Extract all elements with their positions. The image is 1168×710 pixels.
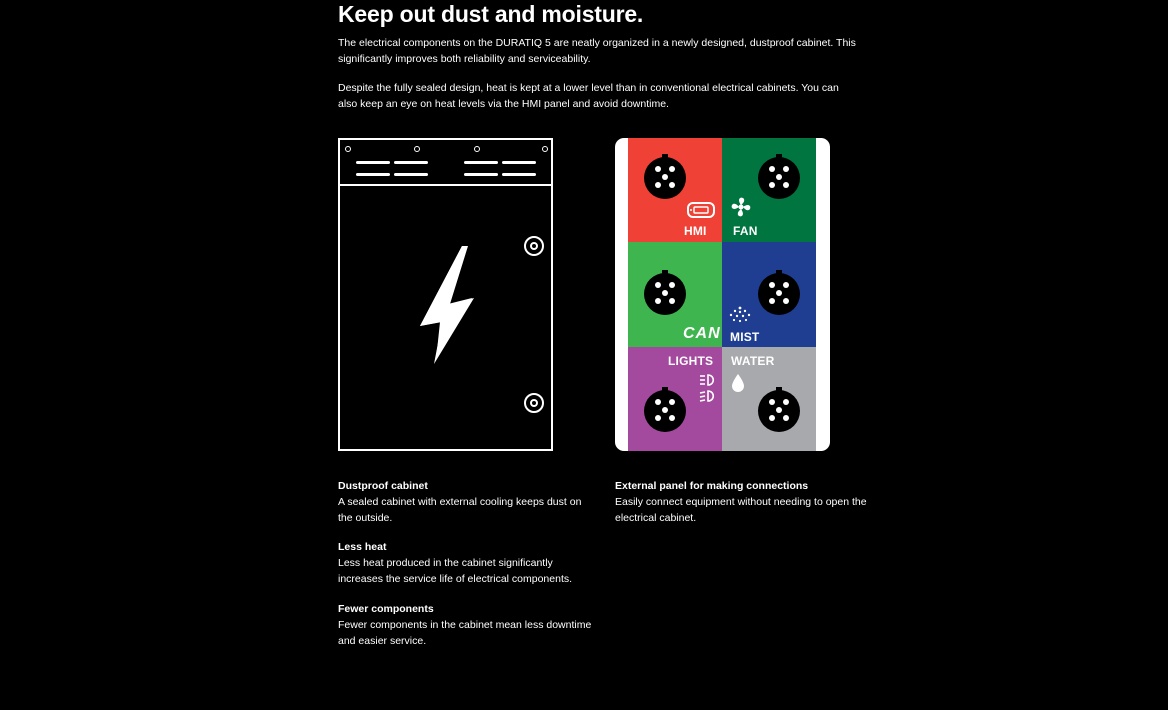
connector-socket-icon bbox=[644, 273, 686, 315]
screw-icon bbox=[414, 146, 420, 152]
feature-title: Fewer components bbox=[338, 603, 434, 615]
connector-socket-icon bbox=[644, 157, 686, 199]
panel-label: FAN bbox=[733, 224, 758, 238]
vent-slot bbox=[356, 161, 390, 164]
intro-paragraph-1: The electrical components on the DURATIQ 5 are neatly organized in a newly designed, dustproof cabinet. This significantly improves both reliability and serviceability. bbox=[338, 37, 856, 65]
panel-cell-hmi bbox=[628, 138, 722, 242]
hmi-icon bbox=[686, 200, 716, 220]
vent-slot bbox=[356, 173, 390, 176]
fan-icon bbox=[730, 196, 752, 218]
vent-slot bbox=[394, 161, 428, 164]
cabinet-lock-icon bbox=[524, 393, 544, 413]
screw-icon bbox=[542, 146, 548, 152]
feature-description: Easily connect equipment without needing to open the electrical cabinet. bbox=[615, 496, 867, 524]
panel-cell-fan bbox=[722, 138, 816, 242]
connector-socket-icon bbox=[758, 157, 800, 199]
feature-fewer-components bbox=[338, 601, 598, 649]
feature-less-heat bbox=[338, 539, 588, 587]
panel-label: WATER bbox=[731, 354, 775, 368]
connector-socket-icon bbox=[758, 273, 800, 315]
vent-slot bbox=[394, 173, 428, 176]
feature-title: Less heat bbox=[338, 541, 387, 553]
panel-cell-lights bbox=[628, 347, 722, 451]
cabinet-lock-icon bbox=[524, 236, 544, 256]
feature-external-panel bbox=[615, 478, 875, 526]
feature-description: Fewer components in the cabinet mean less downtime and easier service. bbox=[338, 619, 592, 647]
panel-cell-can bbox=[628, 242, 722, 347]
external-connection-panel bbox=[615, 138, 830, 451]
feature-description: A sealed cabinet with external cooling keeps dust on the outside. bbox=[338, 496, 582, 524]
feature-description: Less heat produced in the cabinet significantly increases the service life of electrical components. bbox=[338, 557, 573, 585]
screw-icon bbox=[474, 146, 480, 152]
feature-title: External panel for making connections bbox=[615, 480, 809, 492]
screw-icon bbox=[345, 146, 351, 152]
vent-slot bbox=[502, 173, 536, 176]
connector-socket-icon bbox=[644, 390, 686, 432]
vent-slot bbox=[464, 161, 498, 164]
panel-label: MIST bbox=[730, 330, 760, 344]
connector-socket-icon bbox=[758, 390, 800, 432]
feature-dustproof-cabinet bbox=[338, 478, 588, 526]
intro-paragraph-2: Despite the fully sealed design, heat is kept at a lower level than in conventional electrical cabinets. You can also keep an eye on heat levels via the HMI panel and avoid downtime. bbox=[338, 82, 839, 110]
high-voltage-icon bbox=[418, 244, 478, 368]
cabinet-vent-section bbox=[340, 140, 551, 186]
mist-icon bbox=[728, 306, 752, 326]
water-drop-icon bbox=[731, 373, 745, 393]
panel-label: HMI bbox=[684, 224, 707, 238]
panel-cell-water bbox=[722, 347, 816, 451]
panel-label: LIGHTS bbox=[668, 354, 714, 368]
page-title: Keep out dust and moisture. bbox=[338, 1, 644, 27]
vent-slot bbox=[464, 173, 498, 176]
can-icon: CAN bbox=[683, 325, 721, 342]
feature-title: Dustproof cabinet bbox=[338, 480, 428, 492]
vent-slot bbox=[502, 161, 536, 164]
panel-cell-mist bbox=[722, 242, 816, 347]
electrical-cabinet-illustration bbox=[338, 138, 553, 451]
lights-icon bbox=[698, 373, 716, 405]
